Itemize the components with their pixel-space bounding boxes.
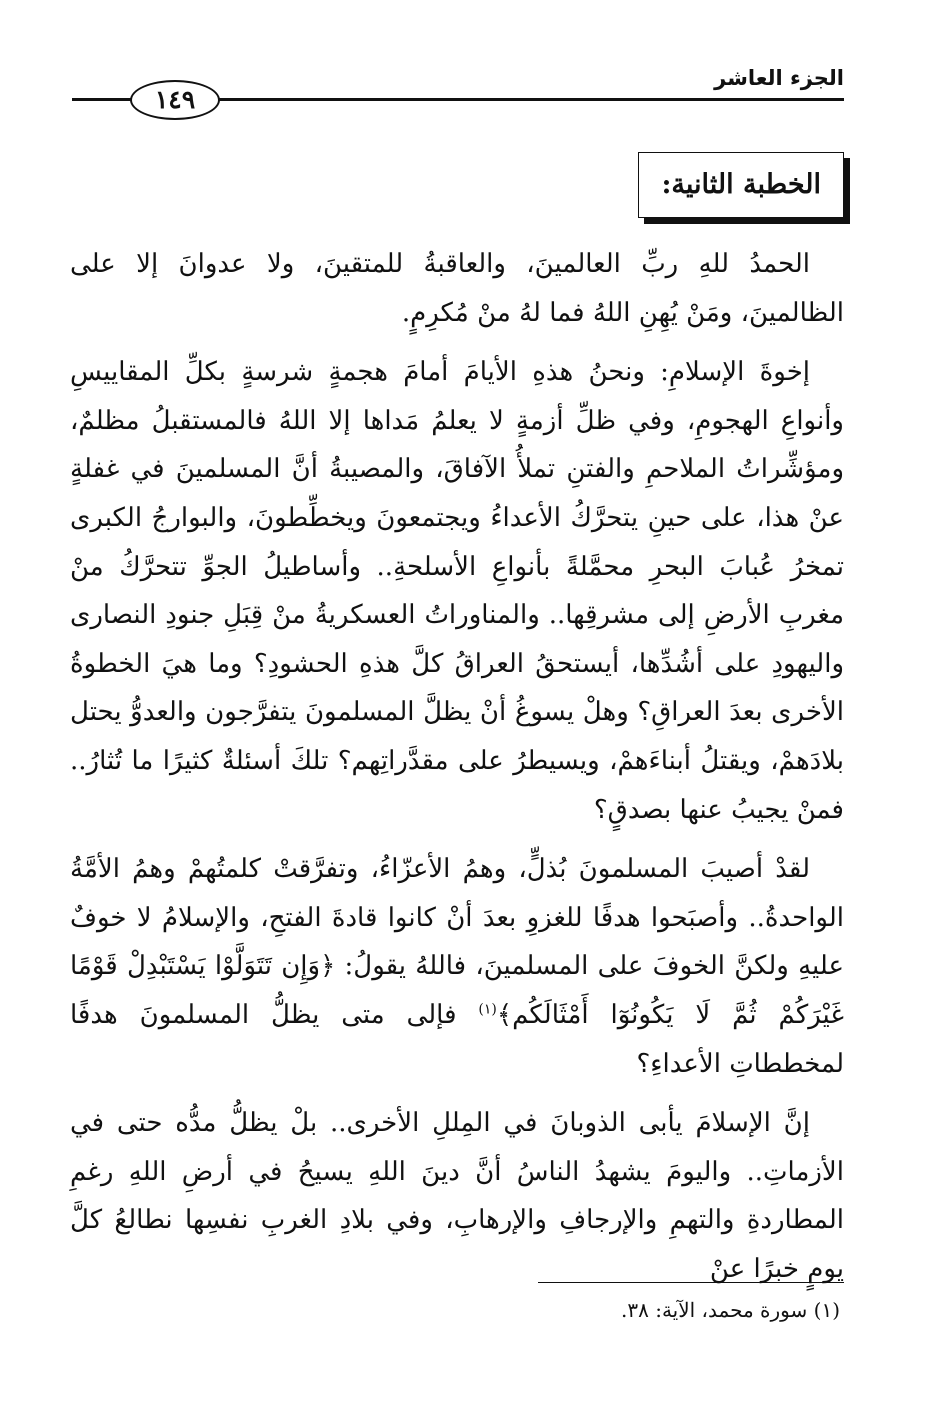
footnote: (١) سورة محمد، الآية: ٣٨. bbox=[621, 1298, 840, 1322]
paragraph-4: إنَّ الإسلامَ يأبى الذوبانَ في المِللِ الأخرى.. بلْ يظلُّ مدُّه حتى في الأزماتِ.. واليومَ يشهدُ الناسُ أنَّ دينَ اللهِ يسيحُ في أرضِ اللهِ رغمِ المطاردةِ والتهمِ والإرجافِ والإرهابِ، وفي بلادِ الغربِ نفسِها نطالعُ كلَّ يومٍ خبرًا عنْ bbox=[70, 1108, 844, 1284]
paragraph-3-text: لقدْ أصيبَ المسلمونَ بُذلٍّ، وهمُ الأعزّاءُ، وتفرَّقتْ كلمتُهمْ وهمُ الأمَّةُ الواحدةُ.. وأصبَحوا هدفًا للغزوِ بعدَ أنْ كانوا قادةَ الفتحِ، والإسلامُ لا خوفٌ عليهِ ولكنَّ الخوفَ على المسلمينَ، فاللهُ يقولُ: ﴿وَإِن تَتَوَلَّوْا يَسْتَبْدِلْ قَوْمًا غَيْرَكُمْ ثُمَّ لَا يَكُونُوٓا أَمْثَالَكُم﴾ bbox=[70, 854, 844, 1030]
paragraph-1: الحمدُ للهِ ربِّ العالمينَ، والعاقبةُ للمتقينَ، ولا عدوانَ إلا على الظالمينَ، ومَنْ يُهِنِ اللهُ فما لهُ منْ مُكرِمٍ. bbox=[70, 249, 844, 328]
paragraph-3-tail: فإلى متى يظلُّ المسلمونَ هدفًا لمخططاتِ الأعداءِ؟ bbox=[70, 999, 844, 1079]
page-header bbox=[72, 62, 844, 114]
paragraph-2: إخوةَ الإسلامِ: ونحنُ هذهِ الأيامَ أمامَ هجمةٍ شرسةٍ بكلِّ المقاييسِ وأنواعِ الهجومِ، وفي ظلِّ أزمةٍ لا يعلمُ مَداها إلا اللهُ فالمستقبلُ مظلمٌ، ومؤشِّراتُ الملاحمِ والفتنِ تملأُ الآفاقَ، والمصيبةُ أنَّ المسلمينَ في غفلةٍ عنْ هذا، على حينِ يتحرَّكُ الأعداءُ ويجتمعونَ ويخطِّطونَ، والبوارجُ الكبرى تمخرُ عُبابَ البحرِ محمَّلةً بأنواعِ الأسلحةِ.. وأساطيلُ الجوِّ تتحرَّكُ منْ مغربِ الأرضِ إلى مشرقِها.. والمناوراتُ العسكريةُ منْ قِبَلِ جنودِ النصارى واليهودِ على أشُدِّها، أيستحقُ العراقُ كلَّ هذهِ الحشودِ؟ وما هيَ الخطوةُ الأخرى بعدَ العراقِ؟ وهلْ يسوغُ أنْ يظلَّ المسلمونَ يتفرَّجون والعدوُّ يحتل بلادَهمْ، ويقتلُ أبناءَهمْ، ويسيطرُ على مقدَّراتِهم؟ تلكَ أسئلةٌ كثيرًا ما تُثارُ.. فمنْ يجيبُ عنها بصدقٍ؟ bbox=[70, 357, 844, 825]
body-text bbox=[70, 240, 844, 1304]
section-title: الخطبة الثانية: bbox=[661, 169, 821, 200]
footnote-rule bbox=[538, 1282, 844, 1283]
section-heading bbox=[638, 152, 844, 218]
book-part-title: الجزء العاشر bbox=[714, 66, 844, 90]
paragraph-3 bbox=[70, 845, 844, 1088]
footnote-marker[interactable]: (١) bbox=[478, 1001, 497, 1018]
page-number: ١٤٩ bbox=[130, 80, 220, 120]
